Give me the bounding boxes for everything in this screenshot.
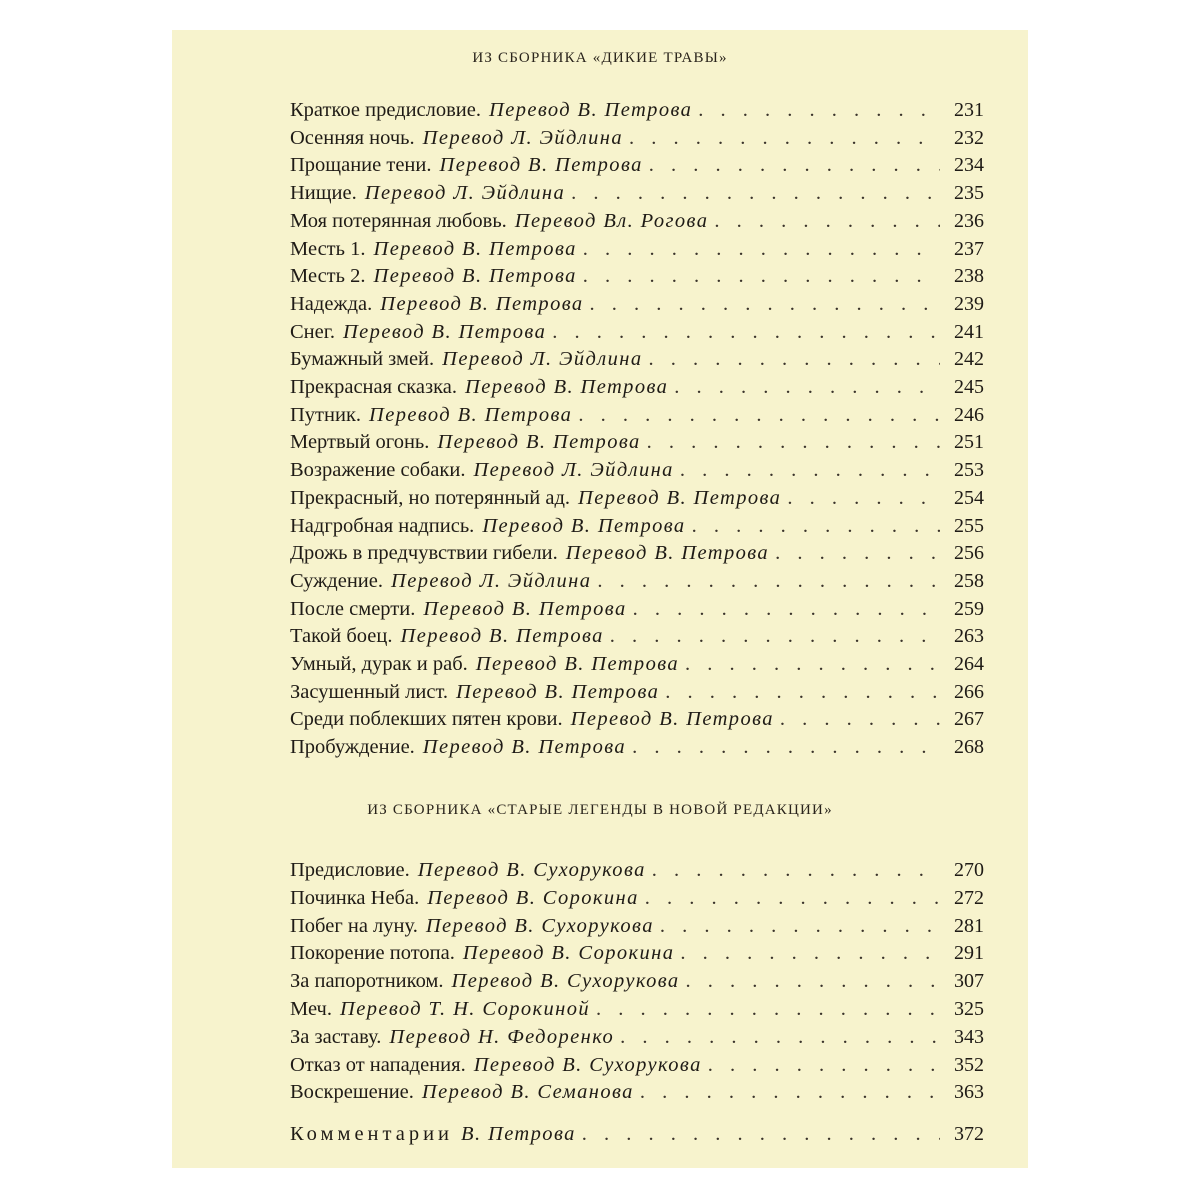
dot-leader	[665, 678, 940, 706]
toc-entry	[290, 539, 984, 567]
entry-title: Месть 1.	[290, 237, 366, 260]
entry-translator: Перевод В. Сухорукова	[425, 914, 654, 937]
entry-translator: Перевод В. Сухорукова	[451, 970, 680, 993]
dot-leader	[552, 318, 940, 346]
toc-entry	[290, 995, 984, 1023]
toc-entry	[290, 1120, 984, 1148]
entry-page-number: 268	[954, 736, 984, 759]
toc-entry	[290, 733, 984, 761]
entry-translator: Перевод В. Петрова	[475, 653, 680, 675]
dot-leader	[680, 939, 940, 967]
entry-title: Надежда.	[290, 292, 373, 315]
dot-leader	[583, 262, 940, 290]
entry-translator: Перевод В. Петрова	[373, 237, 577, 260]
entry-translator: Перевод Л. Эйдлина	[391, 569, 592, 592]
entry-page-number: 235	[954, 182, 984, 205]
entry-page-number: 254	[954, 486, 984, 509]
entry-translator: Перевод В. Сухорукова	[417, 859, 646, 881]
entry-title: Снег.	[290, 320, 335, 343]
entry-translator: Перевод В. Петрова	[373, 265, 577, 288]
toc-entry	[290, 512, 984, 540]
toc-entry	[290, 290, 984, 318]
dot-leader	[597, 567, 940, 595]
entry-page-number: 266	[954, 680, 984, 703]
dot-leader	[775, 539, 940, 567]
toc-entry	[290, 235, 984, 263]
entry-page-number: 232	[954, 126, 984, 149]
dot-leader	[698, 96, 940, 124]
toc-entry	[290, 151, 984, 179]
dot-leader	[780, 705, 940, 733]
entry-page-number: 256	[954, 542, 984, 565]
entry-page-number: 231	[954, 99, 984, 121]
toc-entry	[290, 373, 984, 401]
dot-leader	[674, 373, 940, 401]
entry-title: Среди поблекших пятен крови.	[290, 708, 563, 731]
dot-leader	[582, 1120, 940, 1148]
entry-translator: Перевод Н. Федоренко	[389, 1025, 615, 1048]
entry-page-number: 325	[954, 998, 984, 1020]
dot-leader	[645, 884, 940, 912]
entry-page-number: 253	[954, 459, 984, 482]
entry-title: Покорение потопа.	[290, 942, 455, 965]
entry-page-number: 343	[954, 1025, 984, 1048]
toc-entry	[290, 484, 984, 512]
entry-title: Пробуждение.	[290, 736, 415, 759]
toc-entry	[290, 207, 984, 235]
dot-leader	[708, 1051, 940, 1079]
entry-translator: Перевод В. Петрова	[342, 320, 547, 343]
entry-page-number: 267	[954, 708, 984, 731]
toc-entry	[290, 939, 984, 967]
entry-title: Надгробная надпись.	[290, 514, 475, 537]
section-heading-old-legends: ИЗ СБОРНИКА «СТАРЫЕ ЛЕГЕНДЫ В НОВОЙ РЕДАКЦИИ»	[367, 802, 833, 818]
toc-entry	[290, 318, 984, 346]
dot-leader	[714, 207, 940, 235]
dot-leader	[629, 124, 940, 152]
entry-translator: Перевод В. Петрова	[400, 625, 604, 648]
toc-entry	[290, 401, 984, 429]
book-page	[172, 30, 1028, 1168]
entry-translator: Перевод В. Петрова	[570, 708, 774, 731]
toc-entry	[290, 345, 984, 373]
entry-title: Комментарии	[290, 1123, 454, 1145]
entry-translator: Перевод В. Петрова	[423, 597, 627, 620]
toc-entry	[290, 179, 984, 207]
section-heading-wild-grass: ИЗ СБОРНИКА «ДИКИЕ ТРАВЫ»	[472, 50, 728, 66]
entry-title: Меч.	[290, 998, 332, 1020]
entry-page-number: 270	[954, 859, 984, 881]
entry-translator: Перевод В. Петрова	[437, 431, 641, 454]
entry-title: Прекрасная сказка.	[290, 376, 458, 398]
toc-entry	[290, 456, 984, 484]
entry-translator: Перевод В. Сорокина	[427, 886, 639, 909]
entry-page-number: 259	[954, 597, 984, 620]
toc-entry	[290, 96, 984, 124]
dot-leader	[610, 622, 940, 650]
dot-leader	[571, 179, 940, 207]
entry-title: Умный, дурак и раб.	[290, 653, 468, 675]
entry-translator: Перевод В. Петрова	[489, 99, 693, 121]
entry-translator: Перевод Л. Эйдлина	[442, 348, 643, 371]
entry-page-number: 245	[954, 376, 984, 398]
entry-title: Возражение собаки.	[290, 459, 466, 482]
entry-page-number: 236	[954, 209, 984, 232]
entry-page-number: 239	[954, 292, 984, 315]
entry-translator: Перевод Л. Эйдлина	[473, 459, 674, 482]
dot-leader	[596, 995, 940, 1023]
entry-title: Побег на луну.	[290, 914, 418, 937]
entry-translator: Перевод В. Петрова	[455, 680, 660, 703]
entry-title: После смерти.	[290, 597, 416, 620]
dot-leader	[578, 401, 940, 429]
entry-title: Нищие.	[290, 182, 357, 205]
toc-entry	[290, 1051, 984, 1079]
entry-page-number: 372	[954, 1123, 984, 1145]
entry-title: За заставу.	[290, 1025, 382, 1048]
dot-leader	[660, 912, 940, 940]
entry-title: За папоротником.	[290, 970, 444, 993]
entry-title: Моя потерянная любовь.	[290, 209, 507, 232]
dot-leader	[649, 151, 940, 179]
entry-translator: Перевод В. Петрова	[380, 292, 584, 315]
toc-entry	[290, 1078, 984, 1106]
dot-leader	[686, 967, 940, 995]
entry-translator: Перевод В. Петрова	[369, 403, 573, 426]
toc-entry	[290, 428, 984, 456]
entry-title: Путник.	[290, 403, 362, 426]
entry-translator: Перевод Л. Эйдлина	[364, 182, 566, 205]
toc-entry	[290, 912, 984, 940]
toc-entry	[290, 678, 984, 706]
entry-title: Отказ от нападения.	[290, 1053, 466, 1076]
entry-page-number: 281	[954, 914, 984, 937]
entry-title: Бумажный змей.	[290, 348, 435, 371]
dot-leader	[632, 733, 940, 761]
entry-title: Прощание тени.	[290, 154, 432, 177]
entry-page-number: 264	[954, 653, 984, 675]
entry-page-number: 272	[954, 886, 984, 909]
entry-translator: Перевод В. Петрова	[439, 154, 643, 177]
entry-translator: Перевод В. Семанова	[421, 1081, 634, 1104]
entry-translator: Перевод В. Петрова	[482, 514, 686, 537]
entry-translator: Перевод В. Петрова	[422, 736, 627, 759]
entry-page-number: 246	[954, 403, 984, 426]
toc-entry	[290, 967, 984, 995]
dot-leader	[633, 595, 940, 623]
entry-page-number: 258	[954, 569, 984, 592]
entry-title: Починка Неба.	[290, 886, 420, 909]
entry-page-number: 251	[954, 431, 984, 454]
entry-title: Мертвый огонь.	[290, 431, 430, 454]
entry-title: Суждение.	[290, 569, 384, 592]
entry-title: Предисловие.	[290, 859, 410, 881]
dot-leader	[649, 345, 941, 373]
entry-title: Такой боец.	[290, 625, 393, 648]
entry-translator: Перевод Т. Н. Сорокиной	[339, 998, 591, 1020]
entry-title: Осенняя ночь.	[290, 126, 415, 149]
dot-leader	[685, 650, 940, 678]
toc-entry	[290, 1023, 984, 1051]
dot-leader	[787, 484, 940, 512]
entry-page-number: 263	[954, 625, 984, 648]
entry-translator: Перевод Л. Эйдлина	[422, 126, 623, 149]
entry-translator: Перевод В. Сухорукова	[473, 1053, 702, 1076]
entry-translator: Перевод В. Сорокина	[462, 942, 675, 965]
entry-translator: Перевод В. Петрова	[578, 486, 782, 509]
entry-page-number: 307	[954, 970, 984, 993]
entry-title: Месть 2.	[290, 265, 366, 288]
dot-leader	[692, 512, 940, 540]
toc-entry	[290, 884, 984, 912]
entry-title: Засушенный лист.	[290, 680, 448, 703]
toc-entry	[290, 124, 984, 152]
entry-title: Прекрасный, но потерянный ад.	[290, 486, 571, 509]
entry-page-number: 241	[954, 320, 984, 343]
dot-leader	[640, 1078, 940, 1106]
entry-page-number: 237	[954, 237, 984, 260]
entry-translator: В. Петрова	[461, 1123, 576, 1145]
dot-leader	[590, 290, 940, 318]
entry-page-number: 242	[954, 348, 984, 371]
toc-entry	[290, 705, 984, 733]
toc-entry	[290, 567, 984, 595]
entry-page-number: 352	[954, 1053, 984, 1076]
entry-title: Дрожь в предчувствии гибели.	[290, 542, 558, 565]
entry-page-number: 234	[954, 154, 984, 177]
entry-page-number: 363	[954, 1081, 984, 1104]
entry-translator: Перевод В. Петрова	[465, 376, 669, 398]
entry-title: Краткое предисловие.	[290, 99, 481, 121]
entry-title: Воскрешение.	[290, 1081, 414, 1104]
dot-leader	[680, 456, 940, 484]
toc-entry	[290, 650, 984, 678]
toc-entry	[290, 856, 984, 884]
toc-entry	[290, 595, 984, 623]
dot-leader	[583, 235, 940, 263]
entry-page-number: 291	[954, 942, 984, 965]
toc-entry	[290, 622, 984, 650]
dot-leader	[647, 428, 940, 456]
toc-entry	[290, 262, 984, 290]
entry-page-number: 238	[954, 265, 984, 288]
entry-translator: Перевод В. Петрова	[565, 542, 770, 565]
dot-leader	[620, 1023, 940, 1051]
entry-translator: Перевод Вл. Рогова	[514, 209, 709, 232]
dot-leader	[652, 856, 940, 884]
entry-page-number: 255	[954, 514, 984, 537]
